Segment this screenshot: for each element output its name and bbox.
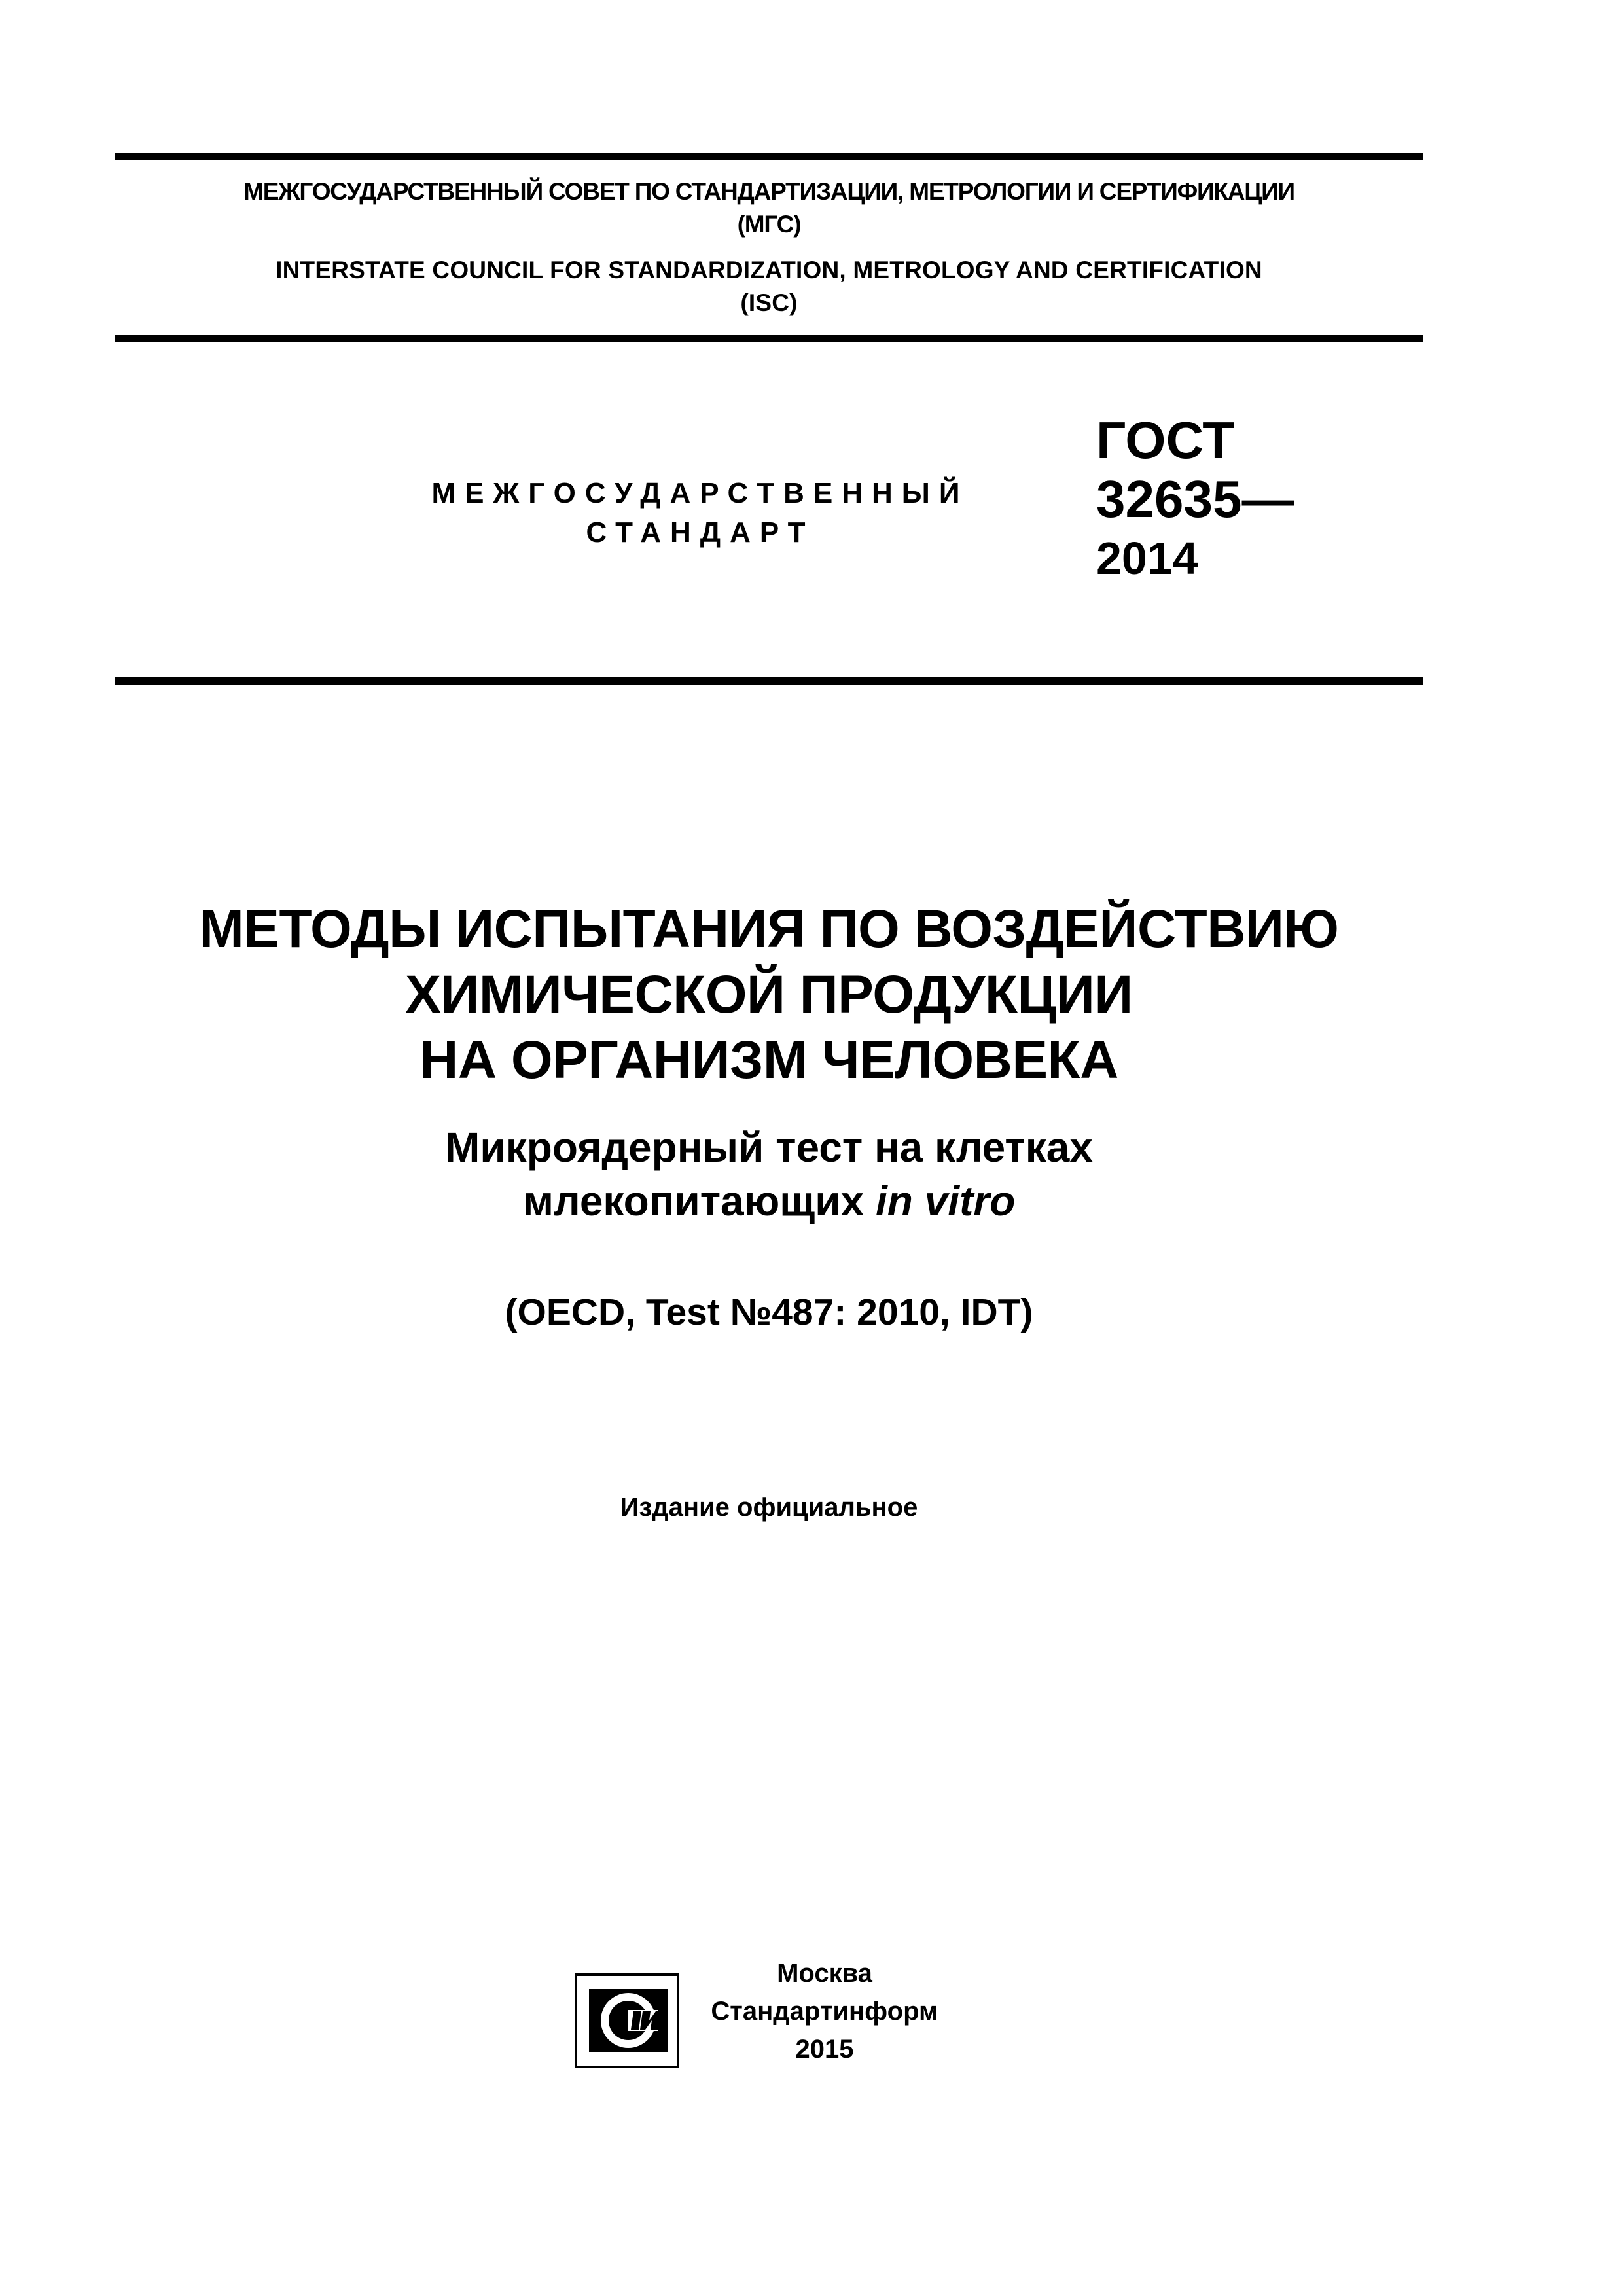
standard-type-line2: СТАНДАРТ xyxy=(586,516,815,548)
gost-label: ГОСТ xyxy=(1096,411,1235,469)
subtitle-line2 xyxy=(115,1174,1423,1228)
reference-text: (OECD, Test №487: 2010, IDT) xyxy=(505,1291,1033,1333)
subtitle-line1: Микроядерный тест на клетках xyxy=(445,1124,1093,1171)
subtitle-line2-italic: in vitro xyxy=(876,1177,1016,1225)
document-subtitle xyxy=(115,1121,1423,1228)
oecd-reference xyxy=(115,1289,1423,1335)
top-rule xyxy=(115,153,1423,160)
council-name-ru: МЕЖГОСУДАРСТВЕННЫЙ СОВЕТ ПО СТАНДАРТИЗАЦИИ, МЕТРОЛОГИИ И СЕРТИФИКАЦИИ xyxy=(243,178,1294,205)
document-title xyxy=(115,897,1423,1093)
gost-number: 32635— xyxy=(1096,470,1294,528)
standard-type xyxy=(393,474,1008,552)
designation-bottom-rule xyxy=(115,677,1423,685)
publisher-city: Москва xyxy=(777,1959,872,1988)
publisher-name: Стандартинформ xyxy=(711,1997,938,2026)
title-line1: МЕТОДЫ ИСПЫТАНИЯ ПО ВОЗДЕЙСТВИЮ xyxy=(199,899,1339,959)
edition-text: Издание официальное xyxy=(620,1493,918,1522)
publisher-block xyxy=(694,1957,955,2066)
council-abbr-en: (ISC) xyxy=(740,289,798,316)
title-line3: НА ОРГАНИЗМ ЧЕЛОВЕКА xyxy=(419,1030,1118,1090)
council-abbr-ru: (МГС) xyxy=(737,211,801,238)
header-bottom-rule xyxy=(115,335,1423,342)
subtitle-line2-text: млекопитающих xyxy=(522,1177,876,1225)
gost-year: 2014 xyxy=(1096,533,1198,584)
title-line2: ХИМИЧЕСКОЙ ПРОДУКЦИИ xyxy=(405,965,1133,1024)
standartinform-logo-icon xyxy=(575,1973,679,2068)
edition-note xyxy=(115,1491,1423,1524)
council-name-en: INTERSTATE COUNCIL FOR STANDARDIZATION, METROLOGY AND CERTIFICATION xyxy=(276,257,1262,283)
standard-type-line1: МЕЖГОСУДАРСТВЕННЫЙ xyxy=(431,477,969,509)
council-header xyxy=(115,175,1423,319)
publisher-year: 2015 xyxy=(795,2035,854,2064)
gost-designation xyxy=(1096,411,1294,588)
